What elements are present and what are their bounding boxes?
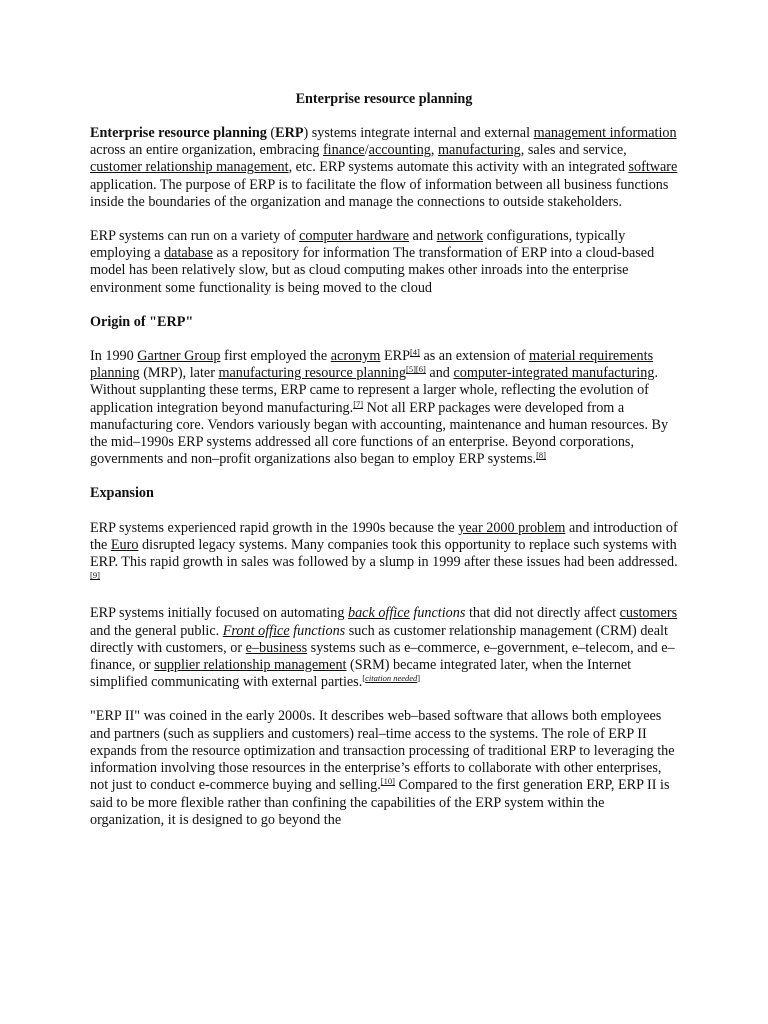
paragraph-expansion-2: ERP systems initially focused on automating back office functions that did not directly affect customers and the general public. Front office functions such as customer relationship management (CRM) dealt directly with customers, or e–business systems such as e–commerce, e–government, e–telecom, and e–finance, or supplier relationship management (SRM) became integrated later, when the Internet simplified communicating with external parties.[citation needed] xyxy=(90,605,678,691)
abbr-bold: ERP xyxy=(275,125,304,141)
footnote-ref[interactable]: [9] xyxy=(90,570,100,581)
footnote-ref[interactable]: [4] xyxy=(409,347,420,358)
link-manufacturing[interactable]: manufacturing xyxy=(438,142,521,159)
link-computer-integrated-manufacturing[interactable]: computer-integrated manufacturing xyxy=(453,365,655,382)
paragraph-origin: In 1990 Gartner Group first employed the acronym ERP[4] as an extension of material requirements planning (MRP), later manufacturing resource planning[5][6] and computer-integrated manufacturing. Without supplanting these terms, ERP came to represent a larger whole, reflecting the evolution of application integration beyond manufacturing.[7] Not all ERP packages were developed from a manufacturing core. Vendors variously began with accounting, maintenance and human resources. By the mid–1990s ERP systems addressed all core functions of an enterprise. Beyond corporations, governments and non–profit organizations also began to employ ERP systems.[8] xyxy=(90,347,669,468)
link-management-information[interactable]: management information xyxy=(533,125,677,141)
link-material-requirements-planning[interactable]: material requirements planning xyxy=(90,348,654,382)
footnote-ref[interactable]: [10] xyxy=(380,776,395,787)
link-euro[interactable]: Euro xyxy=(110,536,139,553)
paragraph-erp-ii: "ERP II" was coined in the early 2000s. It describes web–based software that allows both employees and partners (such as suppliers and customers) real–time access to the systems. The role of ERP II expands from the resource optimization and transaction processing of traditional ERP to leveraging the information involving those resources in the enterprise’s efforts to collaborate with other enterprises, not just to conduct e-commerce buying and selling.[10] Compared to the first generation ERP, ERP II is said to be more flexible rather than confining the capabilities of the ERP system within the organization, it is designed to go beyond the xyxy=(90,708,675,828)
intro-paragraph: Enterprise resource planning (ERP) systems integrate internal and external management information across an entire organization, embracing finance/accounting, manufacturing, sales and service, customer relationship management, etc. ERP systems automate this activity with an integrated software application. The purpose of ERP is to facilitate the flow of information between all business functions inside the boundaries of the organization and manage the connections to outside stakeholders. xyxy=(90,125,678,210)
footnote-ref[interactable]: [8] xyxy=(536,450,546,461)
link-accounting[interactable]: accounting xyxy=(368,142,431,159)
link-finance[interactable]: finance xyxy=(322,142,365,159)
footnote-ref[interactable]: [6] xyxy=(415,364,426,375)
heading-origin: Origin of "ERP" xyxy=(90,313,194,330)
link-gartner-group[interactable]: Gartner Group xyxy=(137,348,221,365)
link-customers[interactable]: customers xyxy=(619,605,678,622)
link-back-office[interactable]: back office xyxy=(347,605,410,622)
heading-expansion: Expansion xyxy=(90,485,154,502)
footnote-ref[interactable]: [7] xyxy=(353,398,364,409)
link-acronym[interactable]: acronym xyxy=(330,348,381,365)
link-supplier-relationship-management[interactable]: supplier relationship management xyxy=(154,657,347,674)
link-manufacturing-resource-planning[interactable]: manufacturing resource planning xyxy=(218,365,406,382)
document-title: Enterprise resource planning xyxy=(295,91,473,107)
link-year-2000-problem[interactable]: year 2000 problem xyxy=(458,519,566,536)
paragraph-cloud: ERP systems can run on a variety of computer hardware and network configurations, typically employing a database as a repository for information The transformation of ERP into a cloud-based model has been relatively slow, but as cloud computing makes other inroads into the enterprise environment some functionality is being moved to the cloud xyxy=(90,228,655,296)
footnote-ref[interactable]: [5] xyxy=(406,364,416,375)
link-e-business[interactable]: e–business xyxy=(245,639,308,656)
paragraph-expansion-1: ERP systems experienced rapid growth in the 1990s because the year 2000 problem and introduction of the Euro disrupted legacy systems. Many companies took this opportunity to replace such systems with ERP. This rapid growth in sales was followed by a slump in 1999 after these issues had been addressed.[9] xyxy=(90,519,678,581)
term-bold: Enterprise resource planning xyxy=(90,125,267,141)
link-customer-relationship-management[interactable]: customer relationship management xyxy=(90,159,289,176)
document-body xyxy=(90,125,682,846)
link-database[interactable]: database xyxy=(164,245,213,262)
link-computer-hardware[interactable]: computer hardware xyxy=(299,228,409,245)
citation-needed-tag[interactable]: [citation needed] xyxy=(362,673,421,684)
link-software[interactable]: software xyxy=(628,159,678,176)
link-network[interactable]: network xyxy=(436,228,484,245)
link-front-office[interactable]: Front office xyxy=(222,622,290,639)
